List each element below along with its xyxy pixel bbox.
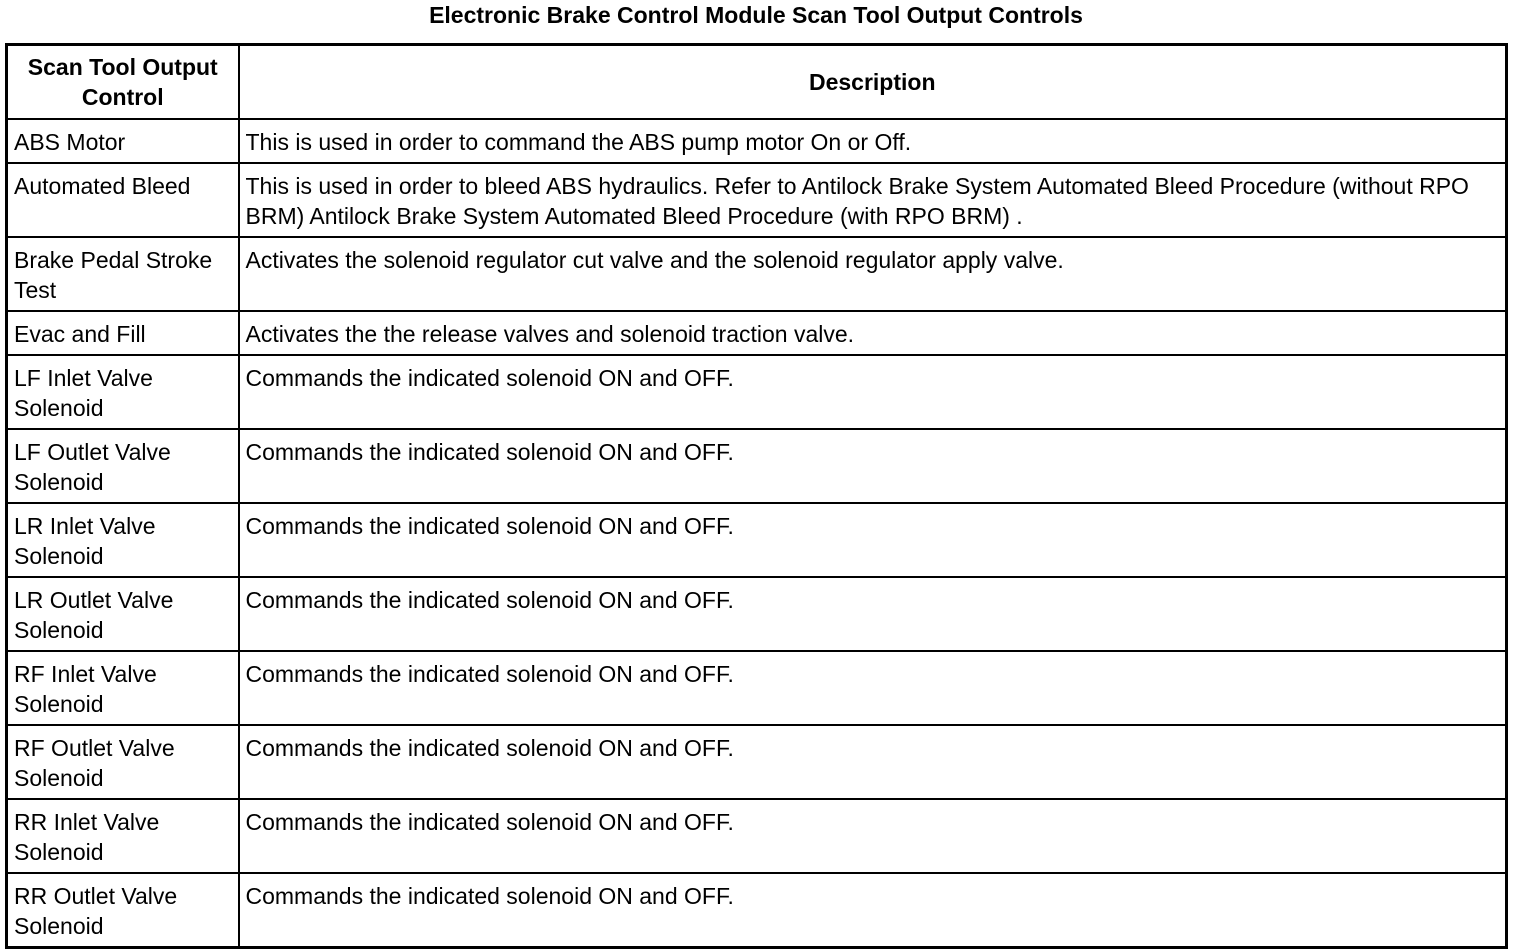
description-cell: Commands the indicated solenoid ON and OFF. xyxy=(239,799,1507,873)
table-row xyxy=(7,577,1507,651)
table-row xyxy=(7,237,1507,311)
description-cell: Commands the indicated solenoid ON and OFF. xyxy=(239,429,1507,503)
column-header-control: Scan Tool Output Control xyxy=(7,45,239,120)
description-cell: Commands the indicated solenoid ON and OFF. xyxy=(239,503,1507,577)
table-row xyxy=(7,799,1507,873)
description-cell: Commands the indicated solenoid ON and OFF. xyxy=(239,651,1507,725)
table-header-row xyxy=(7,45,1507,120)
output-controls-table xyxy=(5,43,1508,949)
table-row xyxy=(7,651,1507,725)
table-row xyxy=(7,503,1507,577)
table-row xyxy=(7,119,1507,163)
table-row xyxy=(7,873,1507,948)
control-cell: Evac and Fill xyxy=(7,311,239,355)
control-cell: LF Inlet Valve Solenoid xyxy=(7,355,239,429)
control-cell: LR Outlet Valve Solenoid xyxy=(7,577,239,651)
description-cell: Activates the solenoid regulator cut valve and the solenoid regulator apply valve. xyxy=(239,237,1507,311)
table-row xyxy=(7,163,1507,237)
control-cell: RR Outlet Valve Solenoid xyxy=(7,873,239,948)
table-row xyxy=(7,355,1507,429)
control-cell: RF Inlet Valve Solenoid xyxy=(7,651,239,725)
table-row xyxy=(7,725,1507,799)
control-cell: LF Outlet Valve Solenoid xyxy=(7,429,239,503)
page-title: Electronic Brake Control Module Scan Tool Output Controls xyxy=(429,2,1083,28)
control-cell: ABS Motor xyxy=(7,119,239,163)
control-cell: LR Inlet Valve Solenoid xyxy=(7,503,239,577)
table-row xyxy=(7,311,1507,355)
description-cell: This is used in order to command the ABS pump motor On or Off. xyxy=(239,119,1507,163)
description-cell: Commands the indicated solenoid ON and OFF. xyxy=(239,725,1507,799)
description-cell: Activates the the release valves and solenoid traction valve. xyxy=(239,311,1507,355)
description-cell: Commands the indicated solenoid ON and OFF. xyxy=(239,355,1507,429)
control-cell: RR Inlet Valve Solenoid xyxy=(7,799,239,873)
description-cell: Commands the indicated solenoid ON and OFF. xyxy=(239,577,1507,651)
control-cell: Brake Pedal Stroke Test xyxy=(7,237,239,311)
description-cell: Commands the indicated solenoid ON and OFF. xyxy=(239,873,1507,948)
control-cell: Automated Bleed xyxy=(7,163,239,237)
column-header-description: Description xyxy=(239,45,1507,120)
description-cell: This is used in order to bleed ABS hydraulics. Refer to Antilock Brake System Automated Bleed Procedure (without RPO BRM) Antilock Brake System Automated Bleed Procedure (with RPO BRM) . xyxy=(239,163,1507,237)
control-cell: RF Outlet Valve Solenoid xyxy=(7,725,239,799)
table-row xyxy=(7,429,1507,503)
